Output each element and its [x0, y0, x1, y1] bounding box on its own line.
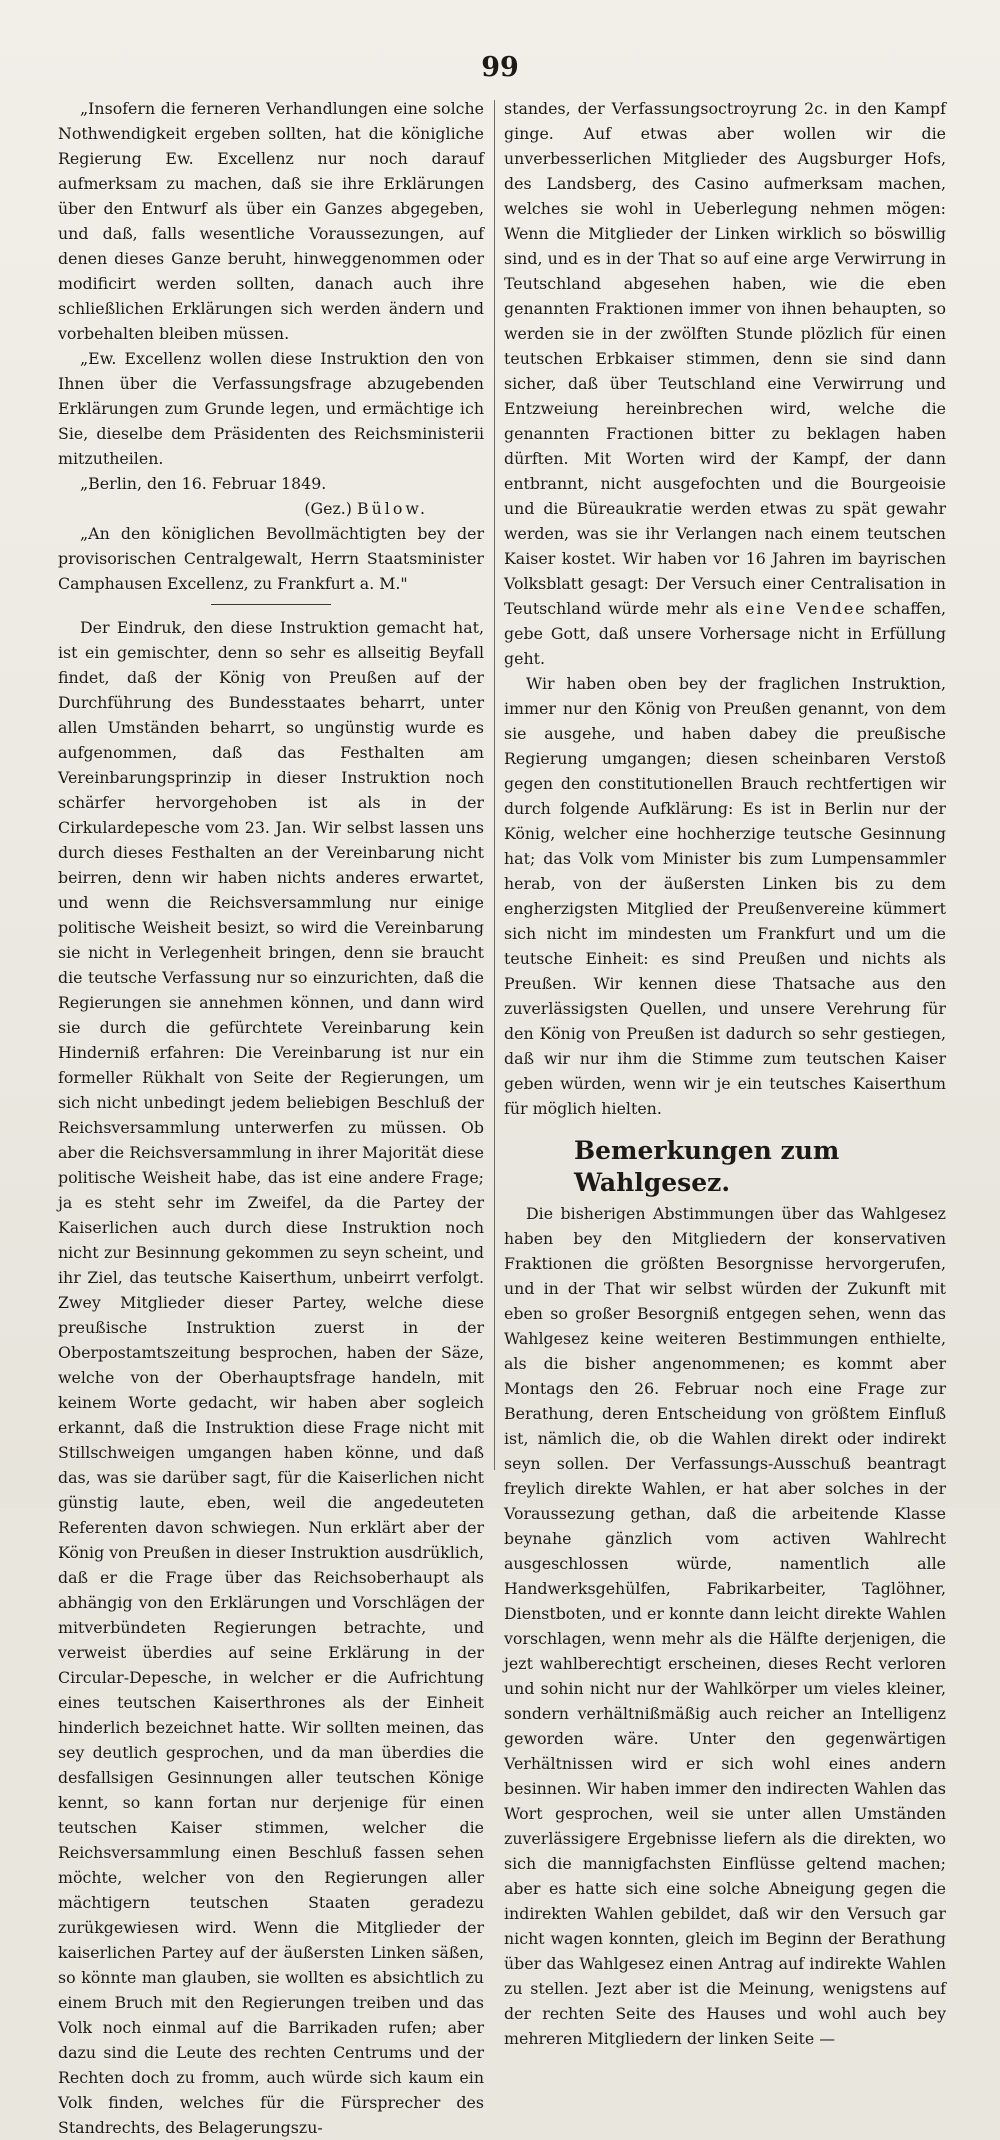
continuation-end: schaffen, gebe Gott, daß unsere Vorhersage nicht in Erfüllung geht. — [504, 599, 947, 668]
prussia-paragraph: Wir haben oben bey der fraglichen Instruktion, immer nur den König von Preußen genannt, von dem sie ausgehe, und haben dabey die preußische Regierung umgangen; diesen scheinbaren Verstoß gegen den constitutionellen Brauch rechtfertigen wir durch folgende Aufklärung: Es ist in Berlin nur der König, welcher eine hochherzige teutsche Gesinnung hat; das Volk vom Minister bis zum Lumpensammler herab, von der äußersten Linken bis zu dem engherzigsten Mitglied der Preußenvereine kümmert sich nicht im mindesten um Frankfurt und um die teutsche Einheit: es sind Preußen und nichts als Preußen. Wir kennen diese Thatsache aus den zuverlässigsten Quellen, und unsere Verehrung für den König von Preußen ist dadurch so sehr gestiegen, daß wir nur ihm die Stimme zum teutschen Kaiser geben würden, wenn wir je ein teutsches Kaiserthum für möglich hielten. — [504, 674, 946, 1118]
column-divider — [494, 100, 495, 1470]
signature-name: Bülow. — [356, 499, 428, 518]
page-number: 99 — [481, 52, 519, 83]
signature-line — [58, 496, 484, 521]
left-column — [58, 96, 484, 2137]
section-heading: Bemerkungen zum Wahlgesez. — [574, 1136, 840, 1197]
quote-paragraph-1: „Insofern die ferneren Verhandlungen eine solche Nothwendigkeit ergeben sollten, hat die königliche Regierung Ew. Excellenz nur noch darauf aufmerksam zu machen, daß sie ihre Erklärungen über den Entwurf als über ein Ganzes abgegeben, und daß, falls wesentliche Voraussezungen, auf denen dieses Ganze beruht, hinweggenommen oder modificirt werden sollten, danach auch ihre schließlichen Erklärungen sich werden ändern und vorbehalten bleiben müssen. — [58, 99, 484, 343]
continuation-paragraph — [504, 96, 946, 671]
continuation-text: standes, der Verfassungsoctroyrung 2c. in den Kampf ginge. Auf etwas aber wollen wir die unverbesserlichen Mitglieder des Augsburger Hofs, des Landsberg, des Casino aufmerksam machen, welches sie wohl in Ueberlegung nehmen mögen: Wenn die Mitglieder der Linken wirklich so böswillig sind, und es in der That so auf eine arge Verwirrung in Teutschland abgesehen haben, wie die eben genannten Fraktionen immer von ihnen behaupten, so werden sie in der zwölften Stunde plözlich für einen teutschen Erbkaiser stimmen, denn sie sind dann sicher, daß über Teutschland eine Verwirrung und Entzweiung hereinbrechen wird, welche die genannten Fractionen bitter zu beklagen haben dürften. Mit Worten wird der Kampf, der dann entbrannt, nicht ausgefochten und die Bourgeoisie und die Büreaukratie werden etwas zu spät gewahr werden, was sie ihr Verlangen nach einem teutschen Kaiser kostet. Wir haben vor 16 Jahren im bayrischen Volksblatt gesagt: Der Versuch einer Centralisation in Teutschland würde mehr als — [504, 99, 946, 618]
signature-prefix: (Gez.) — [304, 499, 352, 518]
continuation-emphasis: eine Vendee — [745, 599, 867, 618]
election-law-paragraph: Die bisherigen Abstimmungen über das Wahlgesez haben bey den Mitgliedern der konservativen Fraktionen die größten Besorgnisse hervorgerufen, und in der That wir selbst würden der Zukunft mit eben so großer Besorgniß entgegen sehen, wenn das Wahlgesez keine weiteren Bestimmungen enthielte, als die bisher angenommenen; es kommt aber Montags den 26. Februar noch eine Frage zur Berathung, deren Entscheidung von größtem Einfluß ist, nämlich die, ob die Wahlen direkt oder indirekt seyn sollen. Der Verfassungs-Ausschuß beantragt freylich direkte Wahlen, er hat aber solches in der Voraussezung gethan, daß die arbeitende Klasse beynahe gänzlich vom activen Wahlrecht ausgeschlossen würde, namentlich alle Handwerksgehülfen, Fabrikarbeiter, Taglöhner, Dienstboten, und er konnte dann leicht direkte Wahlen vorschlagen, wenn mehr als die Hälfte derjenigen, die jezt wahlberechtigt erscheinen, dieses Recht verloren und sohin nicht nur der Wahlkörper um vieles kleiner, sondern verhältnißmäßig auch reicher an Intelligenz geworden wäre. Unter den gegenwärtigen Verhältnissen wird er sich wohl eines andern besinnen. Wir haben immer den indirecten Wahlen das Wort gesprochen, weil sie unter allen Umständen zuverlässigere Ergebnisse liefern als die direkten, wo sich die mannigfachsten Einflüsse geltend machen; aber es hatte sich eine solche Abneigung gegen die indirekten Wahlen gebildet, daß wir den Versuch gar nicht wagen konnten, gleich im Beginn der Berathung über das Wahlgesez einen Antrag auf indirekte Wahlen zu stellen. Jezt aber ist die Meinung, wenigstens auf der rechten Seite des Hauses und wohl auch bey mehreren Mitgliedern der linken Seite — — [504, 1204, 946, 2048]
address-paragraph: „An den königlichen Bevollmächtigten bey der provisorischen Centralgewalt, Herrn Staatsminister Camphausen Excellenz, zu Frankfurt a. M." — [58, 524, 484, 593]
commentary-paragraph: Der Eindruk, den diese Instruktion gemacht hat, ist ein gemischter, denn so sehr es allseitig Beyfall findet, daß der König von Preußen auf der Durchführung des Bundesstaates beharrt, unter allen Umständen beharrt, so ungünstig wurde es aufgenommen, daß das Festhalten am Vereinbarungsprinzip in dieser Instruktion noch schärfer hervorgehoben ist als in der Cirkulardepesche vom 23. Jan. Wir selbst lassen uns durch dieses Festhalten an der Vereinbarung nicht beirren, denn wir haben nichts anderes erwartet, und wenn die Reichsversammlung nur einige politische Weisheit besizt, so wird die Vereinbarung sie nicht in Verlegenheit bringen, denn sie braucht die teutsche Verfassung nur so einzurichten, daß die Regierungen sie annehmen können, und dann wird sie durch die gefürchtete Vereinbarung kein Hinderniß erfahren: Die Vereinbarung ist nur ein formeller Rükhalt von Seite der Regierungen, um sich nicht unbedingt jedem beliebigen Beschluß der Reichsversammlung unterwerfen zu müssen. Ob aber die Reichsversammlung in ihrer Majorität diese politische Weisheit habe, das ist eine andere Frage; ja es steht sehr im Zweifel, da die Partey der Kaiserlichen auch durch diese Instruktion noch nicht zur Besinnung gekommen zu seyn scheint, und ihr Ziel, das teutsche Kaiserthum, unbeirrt verfolgt. Zwey Mitglieder dieser Partey, welche diese preußische Instruktion zuerst in der Oberpostamtszeitung besprochen, haben der Säze, welche von der Oberhauptsfrage handeln, mit keinem Worte gedacht, wir haben aber sogleich erkannt, daß die Instruktion diese Frage nicht mit Stillschweigen umgangen haben könne, und daß das, was sie darüber sagt, für die Kaiserlichen nicht günstig laute, eben, weil die angedeuteten Referenten davon schwiegen. Nun erklärt aber der König von Preußen in dieser Instruktion ausdrüklich, daß er die Frage über das Reichsoberhaupt als abhängig von den Erklärungen und Vorschlägen der mitverbündeten Regierungen betrachte, und verweist überdies auf seine Erklärung in der Circular-Depesche, in welcher er die Aufrichtung eines teutschen Kaiserthrones als der Einheit hinderlich bezeichnet hatte. Wir sollten meinen, das sey deutlich gesprochen, und da man überdies die desfallsigen Gesinnungen aller teutschen Könige kennt, so kann fortan nur derjenige für einen teutschen Kaiser stimmen, welcher die Reichsversammlung einen Beschluß fassen sehen möchte, welcher von den Regierungen aller mächtigern teutschen Staaten geradezu zurükgewiesen wird. Wenn die Mitglieder der kaiserlichen Partey auf der äußersten Linken säßen, so könnte man glauben, sie wollten es absichtlich zu einem Bruch mit den Regierungen treiben und das Volk noch einmal auf die Barrikaden rufen; aber dazu sind die Leute des rechten Centrums und der Rechten doch zu fromm, auch würde sich kaum ein Volk finden, welches für die Fürsprecher des Standrechts, des Belagerungszu- — [58, 618, 484, 2137]
right-column — [504, 96, 947, 2048]
quote-paragraph-2: „Ew. Excellenz wollen diese Instruktion den von Ihnen über die Verfassungsfrage abzugebenden Erklärungen zum Grunde legen, und ermächtige ich Sie, dieselbe dem Präsidenten des Reichsministerii mitzutheilen. — [58, 349, 484, 468]
separator-rule — [211, 604, 331, 605]
date-line: „Berlin, den 16. Februar 1849. — [80, 474, 327, 493]
